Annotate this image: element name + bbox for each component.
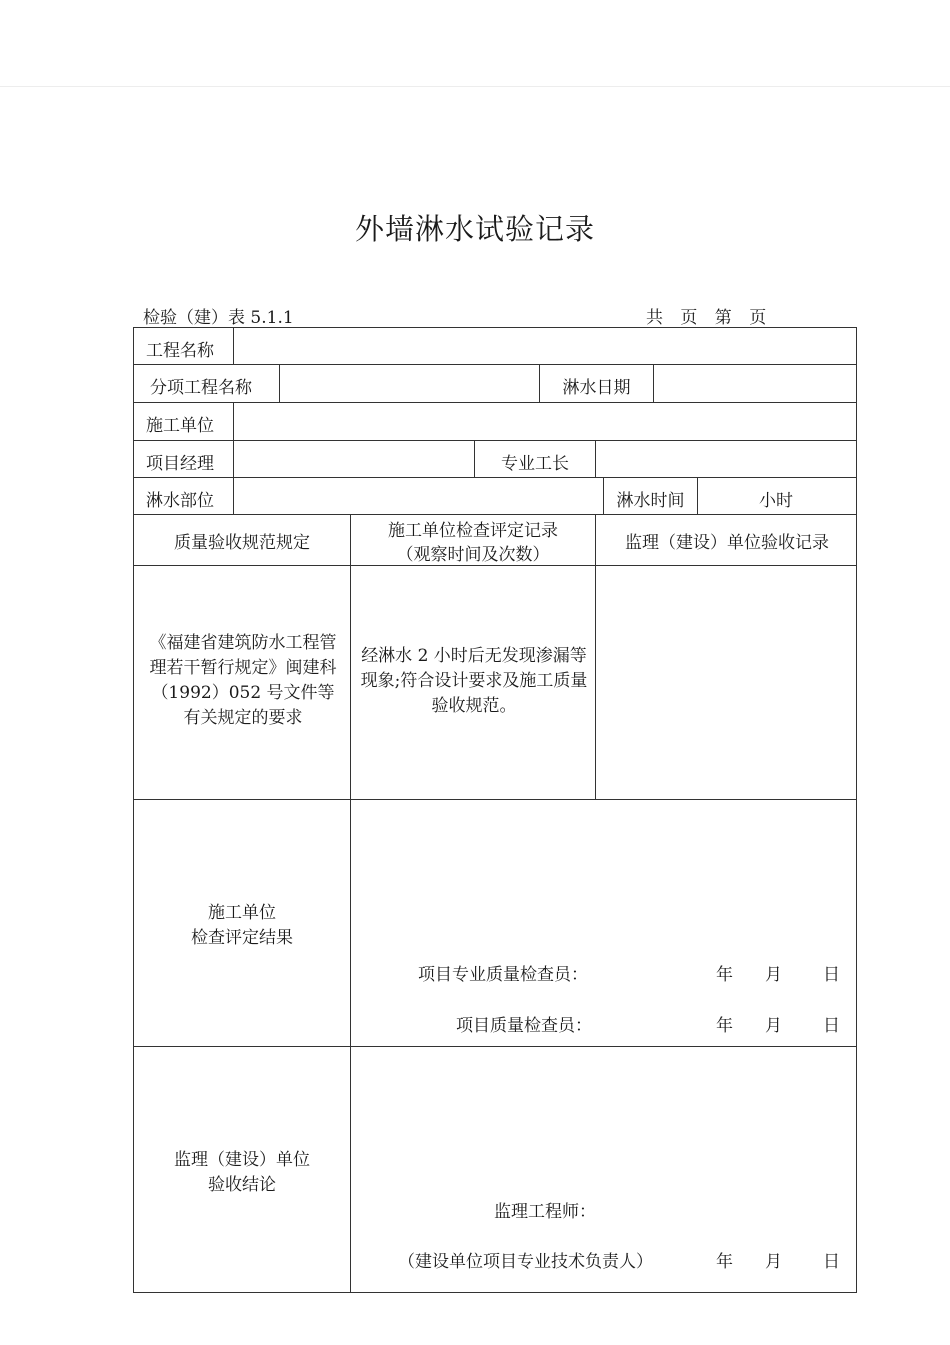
project-name-field[interactable] [234, 328, 854, 364]
supervisor-record-header: 监理（建设）单位验收记录 [625, 533, 829, 553]
row-supervisor-result [134, 1047, 856, 1292]
supervisor-record-field[interactable] [596, 566, 858, 799]
page-title: 外墙淋水试验记录 [354, 212, 595, 246]
divider [350, 800, 351, 1046]
duration-unit: 小时 [759, 491, 793, 511]
day-label: 日 [823, 1252, 840, 1272]
contractor-field[interactable] [234, 403, 854, 440]
month-label: 月 [765, 1252, 782, 1272]
subproject-name-field[interactable] [280, 365, 538, 402]
day-label: 日 [823, 965, 840, 985]
foreman-label: 专业工长 [501, 454, 569, 474]
day-label: 日 [823, 1016, 840, 1036]
row-location [134, 478, 856, 515]
contractor-record-subheader: （观察时间及次数） [396, 545, 550, 565]
top-band [0, 0, 950, 87]
row-contractor-result [134, 800, 856, 1047]
row-column-headers [134, 515, 856, 566]
spec-text: 《福建省建筑防水工程管理若干暂行规定》闽建科（1992）052 号文件等有关规定的要求 [149, 633, 337, 728]
test-location-label: 淋水部位 [146, 491, 214, 511]
year-label: 年 [716, 1016, 733, 1036]
quality-inspector2-label: 项目质量检查员： [456, 1016, 592, 1036]
form-code: 检验（建）表 5.1.1 [143, 308, 294, 328]
contractor-record-header: 施工单位检查评定记录 [388, 521, 558, 541]
project-manager-field[interactable] [234, 441, 473, 477]
contractor-result-label: 施工单位 [208, 903, 276, 923]
row-contractor [134, 403, 856, 441]
project-name-label: 工程名称 [146, 341, 214, 361]
supervisor-result-label: 监理（建设）单位 [174, 1150, 310, 1170]
divider [350, 566, 351, 799]
owner-rep-label: （建设单位项目专业技术负责人） [398, 1252, 653, 1272]
row-content [134, 566, 856, 800]
spec-header: 质量验收规范规定 [174, 533, 310, 553]
subproject-name-label: 分项工程名称 [150, 378, 252, 398]
test-date-label: 淋水日期 [562, 378, 631, 398]
page-info: 共 页 第 页 [646, 308, 767, 328]
contractor-label: 施工单位 [146, 416, 214, 436]
test-duration-field[interactable] [698, 478, 758, 514]
contractor-record-text: 经淋水 2 小时后无发现渗漏等现象;符合设计要求及施工质量验收规范。 [360, 646, 588, 716]
year-label: 年 [716, 965, 733, 985]
year-label: 年 [716, 1252, 733, 1272]
supervising-engineer-label: 监理工程师： [494, 1202, 596, 1222]
test-location-field[interactable] [234, 478, 602, 514]
row-subproject [134, 365, 856, 403]
test-record-form [133, 327, 857, 1293]
quality-inspector-label: 项目专业质量检查员： [418, 965, 588, 985]
month-label: 月 [765, 965, 782, 985]
month-label: 月 [765, 1016, 782, 1036]
foreman-field[interactable] [596, 441, 854, 477]
test-duration-label: 淋水时间 [616, 491, 685, 511]
row-manager [134, 441, 856, 478]
supervisor-result-sublabel: 验收结论 [208, 1175, 276, 1195]
test-date-field[interactable] [654, 365, 854, 402]
project-manager-label: 项目经理 [146, 454, 214, 474]
divider [350, 1047, 351, 1292]
row-project-name [134, 328, 856, 365]
contractor-result-sublabel: 检查评定结果 [191, 928, 293, 948]
